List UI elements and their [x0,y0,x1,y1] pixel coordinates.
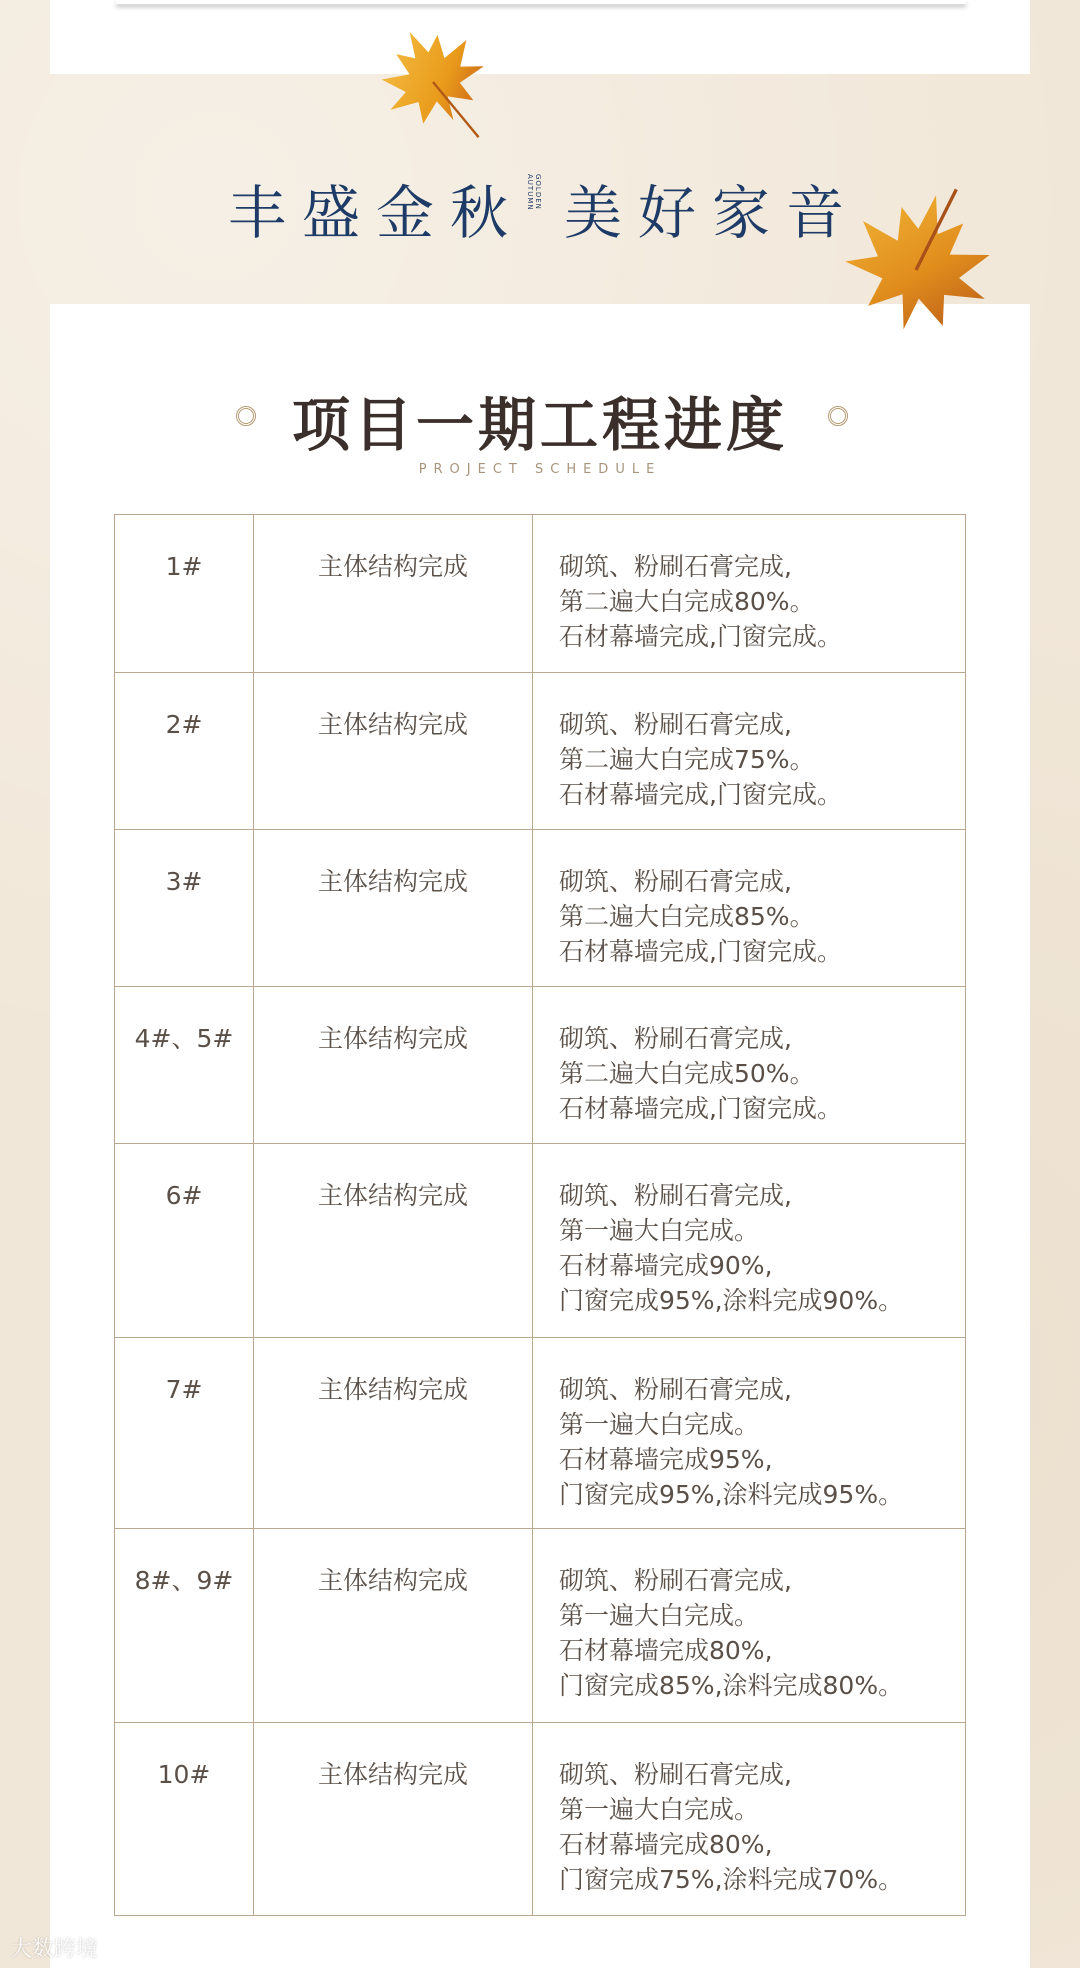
detail-line: 砌筑、粉刷石膏完成, [559,1760,792,1789]
detail-line: 砌筑、粉刷石膏完成, [559,1566,792,1595]
detail-line: 石材幕墙完成95%, [559,1445,773,1474]
detail-line: 第二遍大白完成80%。 [559,587,815,616]
detail-line: 石材幕墙完成,门窗完成。 [559,780,842,809]
building-id: 7# [115,1338,254,1529]
table-row [115,1529,966,1723]
progress-details [533,673,966,830]
section-subtitle: PROJECT SCHEDULE [418,462,662,477]
detail-line: 第二遍大白完成75%。 [559,745,815,774]
headline-left: 丰盛金秋 [228,179,525,247]
detail-line: 砌筑、粉刷石膏完成, [559,1024,792,1053]
building-id: 10# [115,1723,254,1916]
detail-line: 第一遍大白完成。 [559,1601,760,1630]
detail-line: 石材幕墙完成,门窗完成。 [559,1094,842,1123]
schedule-table [114,514,966,1916]
table-row [115,1338,966,1529]
detail-line: 砌筑、粉刷石膏完成, [559,867,792,896]
building-id: 1# [115,515,254,673]
maple-leaf-icon [832,180,1000,360]
detail-line: 门窗完成75%,涂料完成70%。 [559,1865,904,1894]
detail-line: 门窗完成85%,涂料完成80%。 [559,1671,904,1700]
structure-status: 主体结构完成 [254,673,533,830]
structure-status: 主体结构完成 [254,1723,533,1916]
detail-line: 第一遍大白完成。 [559,1795,760,1824]
watermark: 大数跨境 [10,1937,99,1962]
table-row [115,673,966,830]
detail-line: 石材幕墙完成,门窗完成。 [559,937,842,966]
table-row [115,830,966,987]
headline-mini-text: GOLDEN AUTUMN [526,174,542,211]
detail-line: 砌筑、粉刷石膏完成, [559,710,792,739]
structure-status: 主体结构完成 [254,1529,533,1723]
progress-details [533,1144,966,1338]
progress-details [533,1723,966,1916]
building-id: 2# [115,673,254,830]
table-row [115,1723,966,1916]
progress-details [533,1529,966,1723]
detail-line: 石材幕墙完成90%, [559,1251,773,1280]
building-id: 3# [115,830,254,987]
detail-line: 石材幕墙完成80%, [559,1636,773,1665]
building-id: 6# [115,1144,254,1338]
detail-line: 石材幕墙完成,门窗完成。 [559,622,842,651]
detail-line: 砌筑、粉刷石膏完成, [559,1181,792,1210]
detail-line: 门窗完成95%,涂料完成90%。 [559,1286,904,1315]
detail-line: 砌筑、粉刷石膏完成, [559,1375,792,1404]
schedule-card [50,304,1030,1968]
building-id: 8#、9# [115,1529,254,1723]
headline-right: 美好家音 [564,179,861,247]
section-title: 项目一期工程进度 [291,391,788,459]
top-card-edge [116,0,966,4]
building-id: 4#、5# [115,987,254,1144]
progress-details [533,515,966,673]
detail-line: 门窗完成95%,涂料完成95%。 [559,1480,904,1509]
maple-leaf-icon [368,22,498,142]
table-row [115,987,966,1144]
progress-details [533,987,966,1144]
table-row [115,1144,966,1338]
structure-status: 主体结构完成 [254,515,533,673]
detail-line: 第一遍大白完成。 [559,1216,760,1245]
progress-details [533,830,966,987]
detail-line: 第一遍大白完成。 [559,1410,760,1439]
detail-line: 石材幕墙完成80%, [559,1830,773,1859]
top-card [50,0,1030,74]
detail-line: 砌筑、粉刷石膏完成, [559,552,792,581]
ornament-right-icon [828,406,848,426]
detail-line: 第二遍大白完成85%。 [559,902,815,931]
structure-status: 主体结构完成 [254,1144,533,1338]
table-row [115,515,966,673]
structure-status: 主体结构完成 [254,830,533,987]
detail-line: 第二遍大白完成50%。 [559,1059,815,1088]
structure-status: 主体结构完成 [254,987,533,1144]
structure-status: 主体结构完成 [254,1338,533,1529]
progress-details [533,1338,966,1529]
